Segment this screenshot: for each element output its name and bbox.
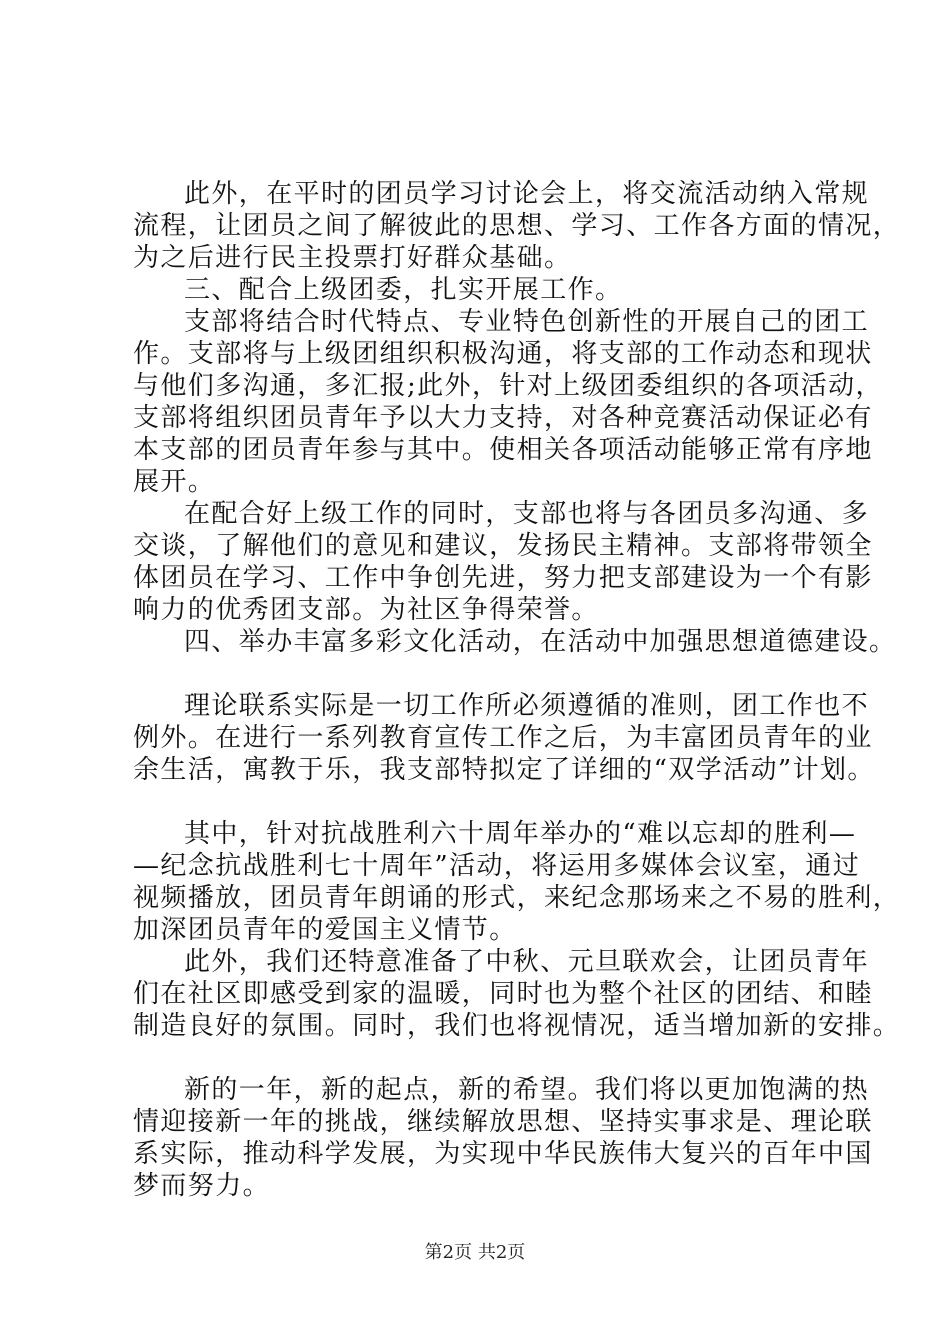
text-line: 本支部的团员青年参与其中。使相关各项活动能够正常有序地 <box>133 435 873 465</box>
text-line: 余生活，寓教于乐，我支部特拟定了详细的“双学活动”计划。 <box>133 755 875 785</box>
text-line: 系实际，推动科学发展，为实现中华民族伟大复兴的百年中国 <box>133 1139 873 1169</box>
text-line: 们在社区即感受到家的温暖，同时也为整个社区的团结、和睦 <box>133 979 873 1009</box>
text-line: 理论联系实际是一切工作所必须遵循的准则，团工作也不 <box>184 691 870 721</box>
text-line: 交谈，了解他们的意见和建议，发扬民主精神。支部将带领全 <box>133 531 873 561</box>
section-heading: 四、举办丰富多彩文化活动，在活动中加强思想道德建设。 <box>184 627 897 657</box>
text-line: 加深团员青年的爱国主义情节。 <box>133 915 517 945</box>
text-line: 情迎接新一年的挑战，继续解放思想、坚持实事求是、理论联 <box>133 1107 873 1137</box>
text-line: 视频播放，团员青年朗诵的形式，来纪念那场来之不易的胜利， <box>133 883 901 913</box>
text-line: 支部将结合时代特点、专业特色创新性的开展自己的团工 <box>184 307 870 337</box>
text-line: 在配合好上级工作的同时，支部也将与各团员多沟通、多 <box>184 499 870 529</box>
text-line: 体团员在学习、工作中争创先进，努力把支部建设为一个有影 <box>133 563 873 593</box>
text-line: —纪念抗战胜利七十周年”活动，将运用多媒体会议室，通过 <box>133 851 861 881</box>
text-line: 制造良好的氛围。同时，我们也将视情况，适当增加新的安排。 <box>133 1011 901 1041</box>
text-line: 例外。在进行一系列教育宣传工作之后，为丰富团员青年的业 <box>133 723 873 753</box>
text-line: 响力的优秀团支部。为社区争得荣誉。 <box>133 595 599 625</box>
text-line: 梦而努力。 <box>133 1171 271 1201</box>
text-line: 流程，让团员之间了解彼此的思想、学习、工作各方面的情况， <box>133 211 901 241</box>
text-line: 展开。 <box>133 467 216 497</box>
section-heading: 三、配合上级团委，扎实开展工作。 <box>184 275 623 305</box>
text-line: 为之后进行民主投票打好群众基础。 <box>133 243 572 273</box>
text-line: 支部将组织团员青年予以大力支持，对各种竞赛活动保证必有 <box>133 403 873 433</box>
text-line: 此外，我们还特意准备了中秋、元旦联欢会，让团员青年 <box>184 947 870 977</box>
page-footer: 第2页 共2页 <box>424 1242 526 1263</box>
text-line: 此外，在平时的团员学习讨论会上，将交流活动纳入常规 <box>184 179 870 209</box>
text-line: 与他们多沟通，多汇报;此外，针对上级团委组织的各项活动， <box>133 371 883 401</box>
text-line: 新的一年，新的起点，新的希望。我们将以更加饱满的热 <box>184 1075 870 1105</box>
text-line: 其中，针对抗战胜利六十周年举办的“难以忘却的胜利— <box>184 819 857 849</box>
text-line: 作。支部将与上级团组织积极沟通，将支部的工作动态和现状 <box>133 339 873 369</box>
